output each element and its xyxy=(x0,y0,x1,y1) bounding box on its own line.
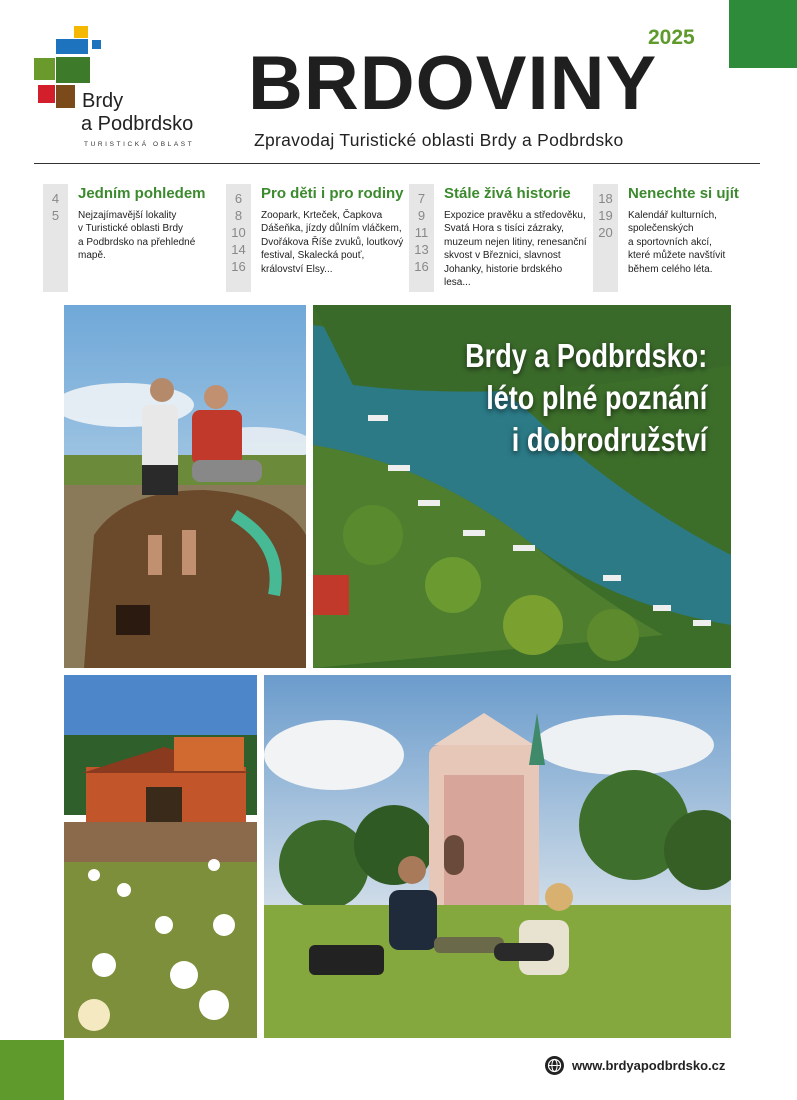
toc-desc-line: společenských xyxy=(628,223,694,235)
toc-page: 6 xyxy=(234,191,243,206)
toc-page: 8 xyxy=(234,208,243,223)
toc-title: Nenechte si ujít xyxy=(628,185,739,202)
logo-square-green xyxy=(56,57,90,83)
toc-desc-line: Dášeňka, jízdy důlním vláčkem, xyxy=(261,223,402,235)
toc-desc-line: Nejzajímavější lokality xyxy=(78,210,177,221)
logo-tagline: TURISTICKÁ OBLAST xyxy=(84,141,195,148)
logo-line-1: Brdy xyxy=(82,90,124,112)
toc-page: 19 xyxy=(598,208,613,223)
logo-square-yellow xyxy=(74,26,88,38)
toc-page: 16 xyxy=(414,259,429,274)
corner-accent-bottom-left xyxy=(0,1040,64,1100)
toc-title: Jedním pohledem xyxy=(78,185,206,202)
toc-item-historie[interactable] xyxy=(409,184,589,292)
toc-desc-line: festival, Skalecká pouť, xyxy=(261,250,365,262)
toc-item-nenechte-si-ujit[interactable] xyxy=(593,184,763,292)
toc-page: 7 xyxy=(417,191,426,206)
toc-page: 9 xyxy=(417,208,426,223)
headline-line: i dobrodružství xyxy=(511,421,707,458)
toc-page: 14 xyxy=(231,242,246,257)
headline-line: Brdy a Podbrdsko: xyxy=(464,337,707,374)
toc-desc-line: Dvořákova Říše zvuků, loutkový xyxy=(261,236,404,248)
globe-icon xyxy=(545,1056,564,1075)
toc-page: 10 xyxy=(231,225,246,240)
toc-page: 20 xyxy=(598,225,613,240)
toc-item-pro-deti[interactable] xyxy=(226,184,406,292)
toc-desc-line: lesa... xyxy=(444,277,471,289)
cover-headline xyxy=(465,335,707,461)
masthead-title: BRDOVINY xyxy=(248,41,658,126)
photo-building-flowers xyxy=(64,675,257,1038)
logo-name xyxy=(82,90,193,136)
brand-logo xyxy=(32,24,222,154)
toc-title: Stále živá historie xyxy=(444,185,571,202)
toc-desc-line: Johanky, historie brdského xyxy=(444,263,563,275)
photo-hero-lake xyxy=(313,305,731,668)
masthead-subtitle: Zpravodaj Turistické oblasti Brdy a Podbrdsko xyxy=(254,130,624,150)
corner-accent-top-right xyxy=(729,0,797,68)
toc-desc-line: během celého léta. xyxy=(628,263,713,275)
toc-page: 11 xyxy=(414,225,429,240)
photo-chapel-couple xyxy=(264,675,731,1038)
toc-page: 16 xyxy=(231,259,246,274)
toc-item-jednim-pohledem[interactable] xyxy=(43,184,223,292)
toc-desc-line: skvost v Březnici, slavnost xyxy=(444,250,561,262)
toc-page-numbers xyxy=(226,184,251,292)
logo-square-red xyxy=(38,85,55,103)
toc-description xyxy=(261,209,403,276)
toc-page: 5 xyxy=(51,208,60,223)
logo-line-2: a Podbrdsko xyxy=(81,113,194,135)
website-url[interactable]: www.brdyapodbrdsko.cz xyxy=(572,1058,726,1073)
toc-desc-line: muzeum nejen litiny, renesanční xyxy=(444,236,587,248)
toc-desc-line: Expozice pravěku a středověku, xyxy=(444,210,586,221)
toc-desc-line: a Podbrdsko na přehledné xyxy=(78,236,196,248)
toc-desc-line: v Turistické oblasti Brdy xyxy=(78,223,184,235)
toc-title: Pro děti i pro rodiny xyxy=(261,185,404,202)
toc-desc-line: Zoopark, Krteček, Čapkova xyxy=(261,210,383,221)
logo-square-light-green xyxy=(34,58,55,80)
logo-square-brown xyxy=(56,85,75,108)
toc-desc-line: mapě. xyxy=(78,250,106,262)
toc-page-numbers xyxy=(43,184,68,292)
toc-page: 13 xyxy=(414,242,429,257)
toc-desc-line: Svatá Hora s tisíci zázraky, xyxy=(444,223,564,235)
toc-page-numbers xyxy=(409,184,434,292)
photo-hikers-on-bunker xyxy=(64,305,306,668)
toc-description xyxy=(78,209,195,263)
toc-page: 18 xyxy=(598,191,613,206)
header-divider xyxy=(34,163,760,164)
toc-desc-line: království Elsy... xyxy=(261,263,333,275)
logo-square-blue-small xyxy=(92,40,101,49)
headline-line: léto plné poznání xyxy=(486,379,707,416)
toc-page-numbers xyxy=(593,184,618,292)
toc-desc-line: Kalendář kulturních, xyxy=(628,210,717,221)
toc-desc-line: které můžete navštívit xyxy=(628,250,726,262)
logo-square-blue xyxy=(56,39,88,54)
toc-desc-line: a sportovních akcí, xyxy=(628,236,712,248)
issue-year: 2025 xyxy=(648,26,695,49)
toc-description xyxy=(628,209,725,276)
toc-page: 4 xyxy=(51,191,60,206)
toc-description xyxy=(444,209,587,289)
